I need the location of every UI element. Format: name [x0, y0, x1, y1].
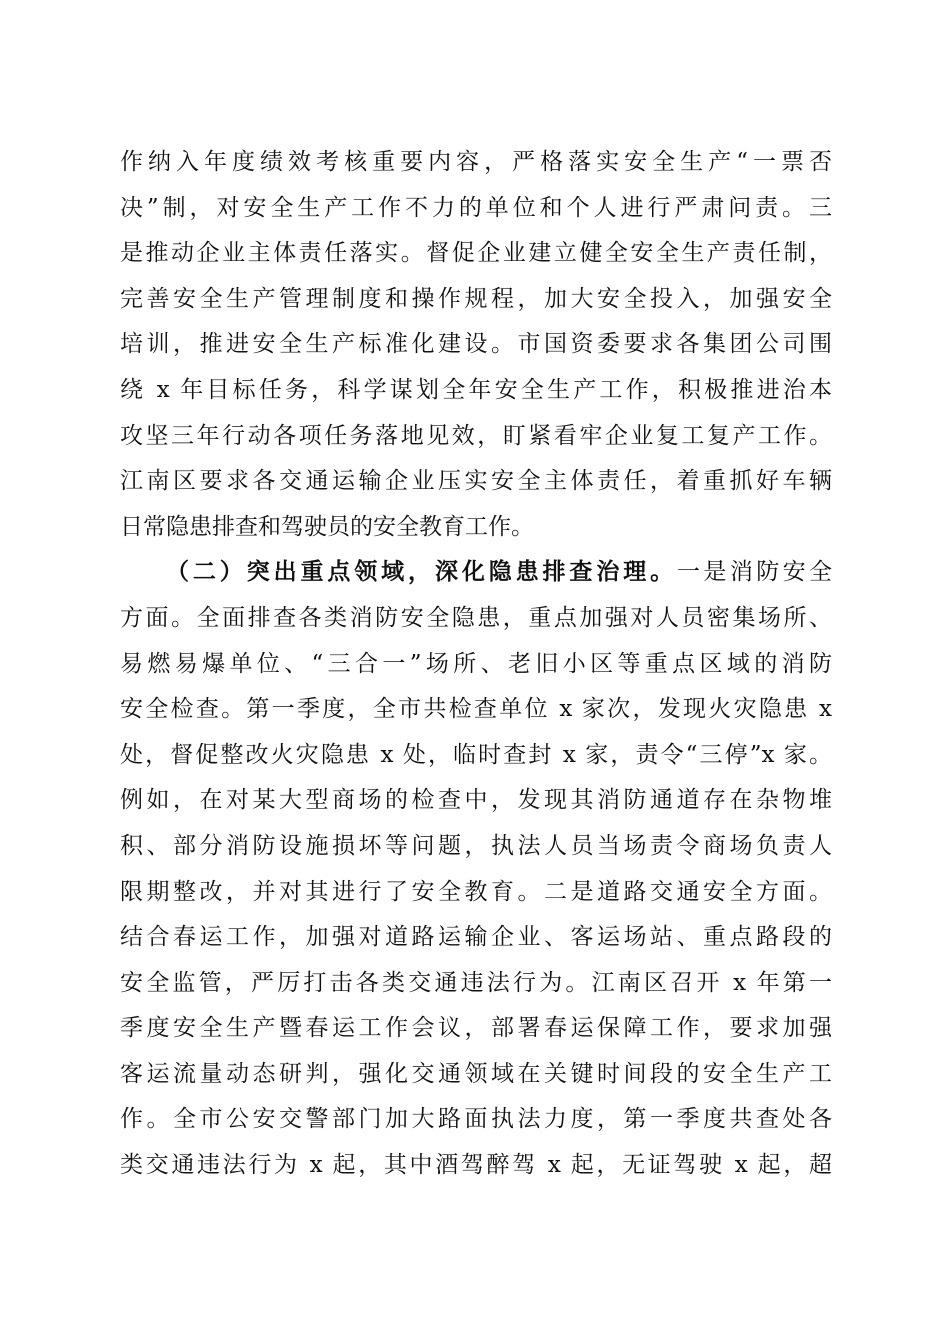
text-line: 培训，推进安全生产标准化建设。市国资委要求各集团公司围: [120, 331, 832, 358]
text-line: 易燃易爆单位、“三合一”场所、老旧小区等重点区域的消防: [120, 650, 832, 677]
text-fragment: 一是消防安全: [677, 559, 833, 586]
text-line: 限期整改，并对其进行了安全教育。二是道路交通安全方面。: [120, 878, 832, 905]
text-line: 完善安全生产管理制度和操作规程，加大安全投入，加强安全: [120, 285, 832, 312]
text-line: 结合春运工作，加强对道路运输企业、客运场站、重点路段的: [120, 924, 832, 951]
text-line: 攻坚三年行动各项任务落地见效，盯紧看牢企业复工复产工作。: [120, 422, 832, 449]
body-text: [120, 140, 832, 1189]
text-line: 作。全市公安交警部门加大路面执法力度，第一季度共查处各: [120, 1106, 832, 1133]
text-line: 是推动企业主体责任落实。督促企业建立健全安全生产责任制，: [120, 240, 832, 267]
text-line: 决”制，对安全生产工作不力的单位和个人进行严肃问责。三: [120, 194, 832, 221]
text-line: 江南区要求各交通运输企业压实安全主体责任，着重抓好车辆: [120, 468, 832, 495]
text-line: 安全检查。第一季度，全市共检查单位 x 家次，发现火灾隐患 x: [120, 696, 832, 723]
text-line: 方面。全面排查各类消防安全隐患，重点加强对人员密集场所、: [120, 604, 832, 631]
text-line: 绕 x 年目标任务，科学谋划全年安全生产工作，积极推进治本: [120, 376, 832, 403]
section-heading-line: [120, 550, 832, 596]
text-line: 处，督促整改火灾隐患 x 处，临时查封 x 家，责令“三停”x 家。: [120, 741, 832, 768]
text-line: 季度安全生产暨春运工作会议，部署春运保障工作，要求加强: [120, 1015, 832, 1042]
text-line: 客运流量动态研判，强化交通领域在关键时间段的安全生产工: [120, 1060, 832, 1087]
section-heading: （二）突出重点领域，深化隐患排查治理。: [166, 559, 678, 586]
text-line: 作纳入年度绩效考核重要内容，严格落实安全生产“一票否: [120, 149, 832, 175]
text-line: 例如，在对某大型商场的检查中，发现其消防通道存在杂物堆: [120, 787, 832, 814]
text-line: 安全监管，严厉打击各类交通违法行为。江南区召开 x 年第一: [120, 969, 832, 996]
text-line: 类交通违法行为 x 起，其中酒驾醉驾 x 起，无证驾驶 x 起，超: [120, 1152, 832, 1179]
text-line: 日常隐患排查和驾驶员的安全教育工作。: [120, 513, 534, 540]
text-line: 积、部分消防设施损坏等问题，执法人员当场责令商场负责人: [120, 832, 832, 859]
